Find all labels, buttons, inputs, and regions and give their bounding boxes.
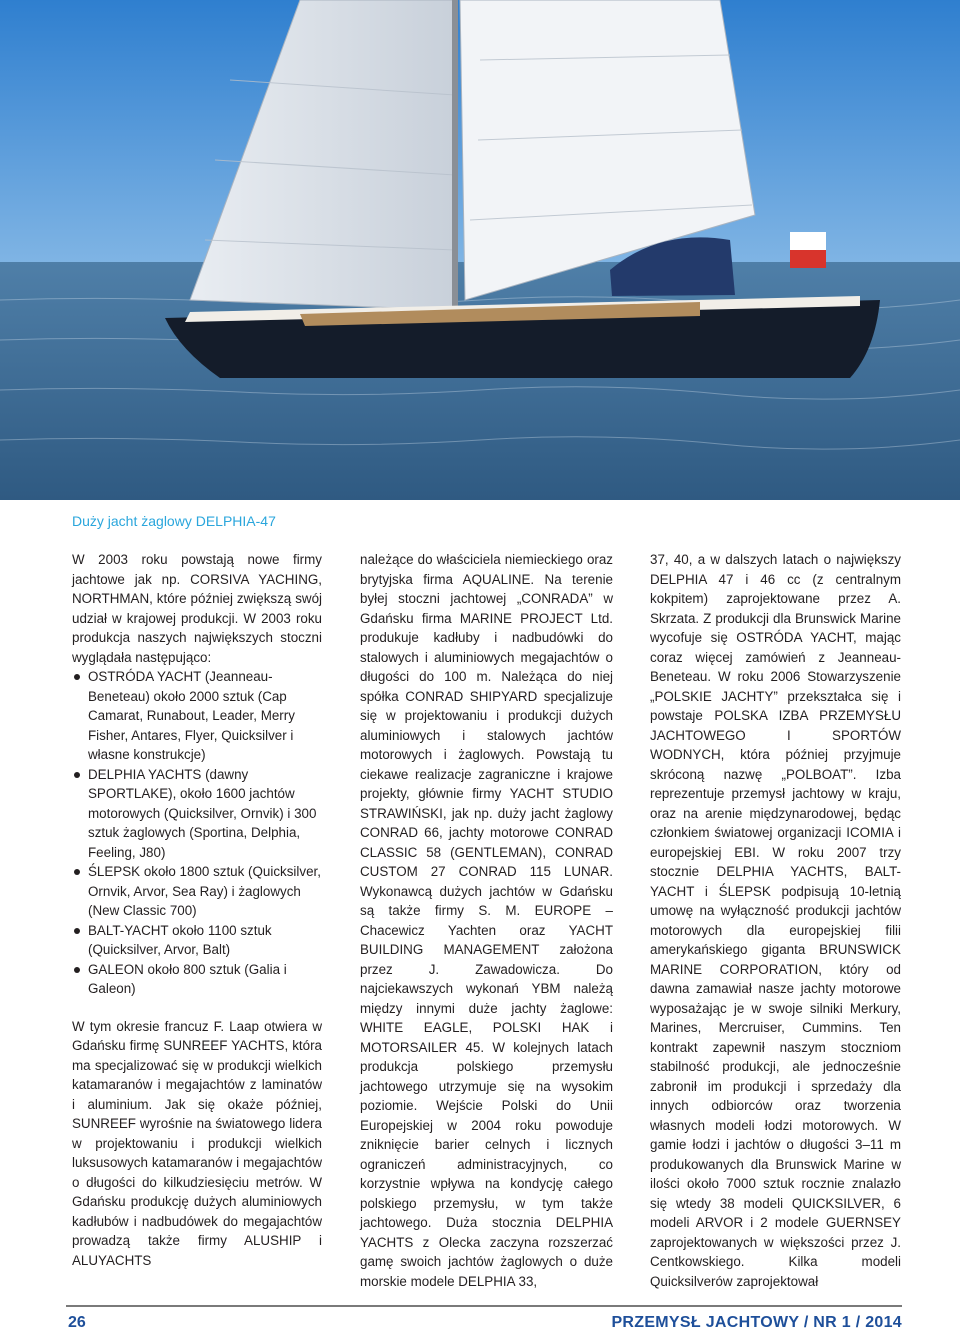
yacht-photo [0,0,960,500]
list-item: BALT-YACHT około 1100 sztuk (Quicksilver, Arvor, Balt) [72,921,322,960]
list-item: GALEON około 800 sztuk (Galia i Galeon) [72,960,322,999]
shipyard-list [72,667,322,999]
sailing-yacht-icon [0,0,960,500]
list-item: DELPHIA YACHTS (dawny SPORTLAKE), około 1600 jachtów motorowych (Quicksilver, Ornvik) i 300 sztuk żaglowych (Sportina, Delphia, Feeling, J80) [72,765,322,863]
magazine-title: PRZEMYSŁ JACHTOWY / NR 1 / 2014 [611,1314,902,1331]
text-column-1 [72,550,322,1270]
spacer [72,999,322,1017]
photo-caption: Duży jacht żaglowy DELPHIA-47 [72,513,276,529]
page-number: 26 [68,1314,86,1331]
list-item: OSTRÓDA YACHT (Jeanneau-Beneteau) około 2000 sztuk (Cap Camarat, Runabout, Leader, Merry Fisher, Antares, Flyer, Quicksilver i własne konstrukcje) [72,667,322,765]
footer-divider [66,1305,902,1307]
text-column-2 [360,550,613,1291]
list-item: ŚLEPSK około 1800 sztuk (Quicksilver, Ornvik, Arvor, Sea Ray) i żaglowych (New Classic 700) [72,862,322,921]
paragraph: należące do właściciela niemieckiego oraz brytyjska firma AQUALINE. Na terenie byłej stoczni jachtowej „CONRADA” w Gdańsku firma MARINE PROJECT Ltd. produkuje kadłuby i nadbudówki do stalowych i aluminiowych megajachtów o długości do 100 m. Należąca do niej spółka CONRAD SHIPYARD specjalizuje się w projektowaniu i produkcji dużych aluminiowych i stalowych jachtów motorowych i żaglowych. Powstają tu ciekawe realizacje zagraniczne i krajowe projekty, głównie firmy YACHT STUDIO STRAWIŃSKI, jak np. duży jacht żaglowy CONRAD 66, jachty motorowe CONRAD CLASSIC 58 (GENTLEMAN), CONRAD CUSTOM 27 CONRAD 115 LUNAR. Wykonawcą dużych jachtów w Gdańsku są także firmy S. M. EUROPE – Chacewicz Yachten oraz YACHT BUILDING MANAGEMENT założona przez J. Zawadowicza. Do najciekawszych wykonań YBM należą między innymi duże jachty żaglowe: WHITE EAGLE, POLSKI HAK i MOTORSAILER 45. W kolejnych latach produkcja polskiego przemysłu jachtowego utrzymuje się na wysokim poziomie. Wejście Polski do Unii Europejskiej w 2004 roku powoduje zniknięcie barier celnych i licznych ograniczeń administracyjnych, co korzystnie wpływa na kondycję całego polskiego przemysłu, w tym także jachtowego. Duża stocznia DELPHIA YACHTS z Olecka zaczyna rozszerzać gamę swoich jachtów żaglowych o duże morskie modele DELPHIA 33, [360,552,613,1289]
paragraph: 37, 40, a w dalszych latach o największy DELPHIA 47 i 46 cc (z centralnym kokpitem) zaprojektowane przez A. Skrzata. Z produkcji dla Brunswick Marine wycofuje się OSTRÓDA YACHT, mając coraz więcej zamówień z Jeanneau-Beneteau. W roku 2006 Stowarzyszenie „POLSKIE JACHTY” przekształca się i powstaje POLSKA IZBA PRZEMYSŁU JACHTOWEGO I SPORTÓW WODNYCH, która później przyjmuje skróconą nazwę „POLBOAT”. Izba reprezentuje przemysł jachtowy w kraju, oraz na arenie międzynarodowej, będąc członkiem światowej organizacji ICOMIA i europejskiej EBI. W roku 2007 trzy stocznie DELPHIA YACHTS, BALT-YACHT i ŚLEPSK podpisują 10-letnią umowę na wyłączność produkcji jachtów motorowych dla europejskiej filii amerykańskiego giganta BRUNSWICK MARINE CORPORATION, który od dawna zamawiał nasze jachty motorowe wyposażając je w swoje silniki Merkury, Marines, Mercruiser, Cummins. Ten kontrakt zapewnił naszym stoczniom stabilność produkcji, ale jednocześnie zabronił im produkcji i sprzedaży dla innych odbiorców oraz tworzenia własnych modeli łodzi motorowych. W gamie łodzi i jachtów o długości 3–11 m produkowanych dla Brunswick Marine w ilości około 7000 sztuk rocznie znalazło się wtedy 38 modeli QUICKSILVER, 6 modeli ARVOR i 2 modele GUERNSEY zaprojektowanych w większości przez J. Centkowskiego. Kilka modeli Quicksilverów zaprojektował [650,552,901,1289]
paragraph: W tym okresie francuz F. Laap otwiera w Gdańsku firmę SUNREEF YACHTS, która ma specjalizować się w produkcji wielkich katamaranów i megajachtów z laminatów i aluminium. Jak się okaże później, SUNREEF wyrośnie na światowego lidera w projektowaniu i produkcji wielkich luksusowych katamaranów i megajachtów o długości do kilkudziesięciu metrów. W Gdańsku produkcję dużych aluminiowych kadłubów i nadbudówek do megajachtów prowadzą także firmy ALUSHIP i ALUYACHTS [72,1018,322,1268]
text-column-3 [650,550,901,1291]
paragraph: W 2003 roku powstają nowe firmy jachtowe jak np. CORSIVA YACHING, NORTHMAN, które później zwiększą swój udział w krajowej produkcji. W 2003 roku produkcja naszych największych stoczni wyglądała następująco: [72,552,322,665]
